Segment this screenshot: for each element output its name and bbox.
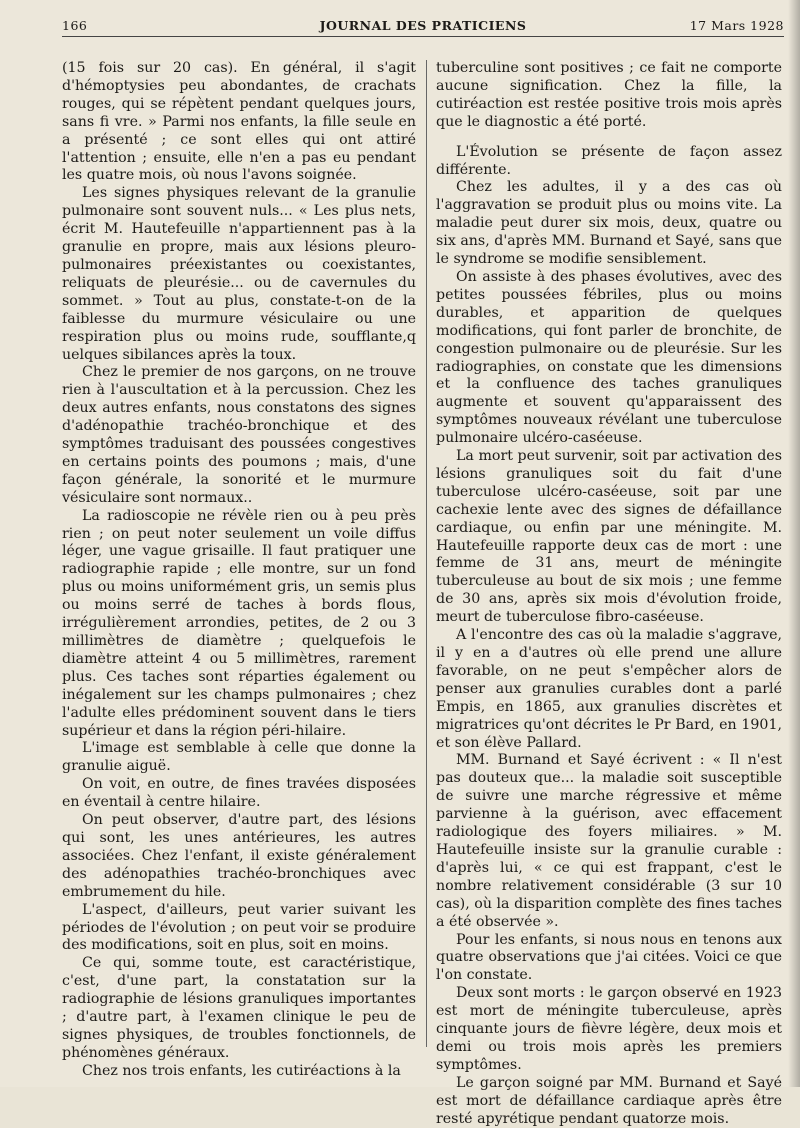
paragraph: Le garçon soigné par MM. Burnand et Sayé est mort de défaillance cardiaque après être resté apyrétique pendant quatorze mois. [436, 1074, 782, 1127]
paragraph: On voit, en outre, de fines travées disposées en éventail à centre hilaire. [62, 776, 416, 811]
left-column [62, 60, 416, 1079]
issue-date: 17 Mars 1928 [689, 18, 784, 33]
paragraph: Deux sont morts : le garçon observé en 1923 est mort de méningite tuberculeuse, après cinquante jours de fièvre légère, deux mois et demi ou trois mois après les premiers symptômes. [436, 985, 782, 1073]
paragraph: La radioscopie ne révèle rien ou à peu près rien ; on peut noter seulement un voile diffus léger, une vague grisaille. Il faut pratiquer une radiographie rapide ; elle montre, sur un fond plus ou moins uniformément gris, un semis plus ou moins serré de taches à bords flous, irrégulièrement arrondies, petites, de 2 ou 3 millimètres de diamètre ; quelquefois le diamètre atteint 4 ou 5 millimètres, rarement plus. Ces taches sont réparties également ou inégalement sur les champs pulmonaires ; chez l'adulte elles prédominent souvent dans le tiers supérieur et dans la région péri-hilaire. [62, 507, 416, 739]
paragraph: A l'encontre des cas où la maladie s'aggrave, il y en a d'autres où elle prend une allure favorable, on ne peut s'empêcher alors de penser aux granulies curables dont a parlé Empis, en 1865, aux granulies discrètes et migratrices qu'ont décrites le Pr Bard, en 1901, et son élève Pallard. [436, 627, 782, 751]
right-column [436, 60, 782, 1127]
paragraph: La mort peut survenir, soit par activation des lésions granuliques soit du fait d'une tuberculose ulcéro-caséeuse, soit par une cachexie lente avec des signes de défaillance cardiaque, ou enfin par une méningite. M. Hautefeuille rapporte deux cas de mort : une femme de 31 ans, meurt de méningite tuberculeuse au bout de six mois ; une femme de 30 ans, après six mois d'évolution froide, meurt de tuberculose fibro-caséeuse. [436, 448, 782, 626]
paragraph: (15 fois sur 20 cas). En général, il s'agit d'hémoptysies peu abondantes, de crachats rouges, qui se répètent pendant quelques jours, sans fi vre. » Parmi nos enfants, la fille seule en a présenté ; ce sont elles qui ont attiré l'attention ; ensuite, elle n'en a pas eu pendant les quatre mois, où nous l'avons soignée. [62, 60, 416, 184]
page-edge-shadow [788, 0, 800, 1087]
column-divider [426, 60, 427, 1047]
section-evolution: L'Évolution se présente de façon assez différente. [436, 143, 782, 178]
paragraph: On assiste à des phases évolutives, avec des petites poussées fébriles, plus ou moins durables, et apparition de quelques modifications, qui font parler de bronchite, de congestion pulmonaire ou de pleurésie. Sur les radiographies, on constate que les dimensions et la confluence des taches granuliques augmente et souvent qu'apparaissent des symptômes nouveaux révélant une tuberculose pulmonaire ulcéro-caséeuse. [436, 268, 782, 447]
paragraph: MM. Burnand et Sayé écrivent : « Il n'est pas douteux que... la maladie soit susceptible de suivre une marche régressive et même parvienne à la guérison, avec effacement radiologique des foyers miliaires. » M. Hautefeuille insiste sur la granulie curable : d'après lui, « ce qui est frappant, c'est le nombre relativement considérable (3 sur 10 cas), où la disparition complète des fines taches a été observée ». [436, 752, 782, 930]
paragraph: Ce qui, somme toute, est caractéristique, c'est, d'une part, la constatation sur la radiographie de lésions granuliques importantes ; d'autre part, à l'examen clinique le peu de signes physiques, de troubles fonctionnels, de phénomènes généraux. [62, 955, 416, 1061]
paragraph: Chez les adultes, il y a des cas où l'aggravation se produit plus ou moins vite. La maladie peut durer six mois, deux, quatre ou six ans, d'après MM. Burnand et Sayé, sans que le syndrome se modifie sensiblement. [436, 179, 782, 268]
page-number: 166 [62, 18, 88, 33]
paragraph: L'image est semblable à celle que donne la granulie aiguë. [62, 740, 416, 775]
paragraph: L'aspect, d'ailleurs, peut varier suivant les périodes de l'évolution ; on peut voir se produire des modifications, soit en plus, soit en moins. [62, 901, 416, 954]
paragraph: tuberculine sont positives ; ce fait ne comporte aucune signification. Chez la fille, la cutiréaction est restée positive trois mois après que le diagnostic a été porté. [436, 60, 782, 130]
paragraph: On peut observer, d'autre part, des lésions qui sont, les unes antérieures, les autres associées. Chez l'enfant, il existe généralement des adénopathies trachéo-bronchiques avec embrumement du hile. [62, 812, 416, 900]
paragraph: Chez le premier de nos garçons, on ne trouve rien à l'auscultation et à la percussion. Chez les deux autres enfants, nous constatons des signes d'adénopathie trachéo-bronchique et des symptômes traduisant des poussées congestives en certains points des poumons ; mais, d'une façon générale, la sonorité et le murmure vésiculaire sont normaux.. [62, 364, 416, 506]
journal-title: JOURNAL DES PRATICIENS [319, 18, 527, 33]
paragraph: Chez nos trois enfants, les cutiréactions à la [82, 1062, 401, 1079]
paragraph: Les signes physiques relevant de la granulie pulmonaire sont souvent nuls... « Les plus nets, écrit M. Hautefeuille n'appartiennent pas à la granulie en propre, mais aux lésions pleuro-pulmonaires préexistantes ou coexistantes, reliquats de pleurésie... ou de cavernules du sommet. » Tout au plus, constate-t-on de la faiblesse du murmure vésiculaire ou une respiration plus ou moins rude, soufflante,q uelques sibilances après la toux. [62, 185, 416, 363]
paragraph: Pour les enfants, si nous nous en tenons aux quatre observations que j'ai citées. Voici ce que l'on constate. [436, 931, 782, 984]
running-header [62, 14, 784, 37]
